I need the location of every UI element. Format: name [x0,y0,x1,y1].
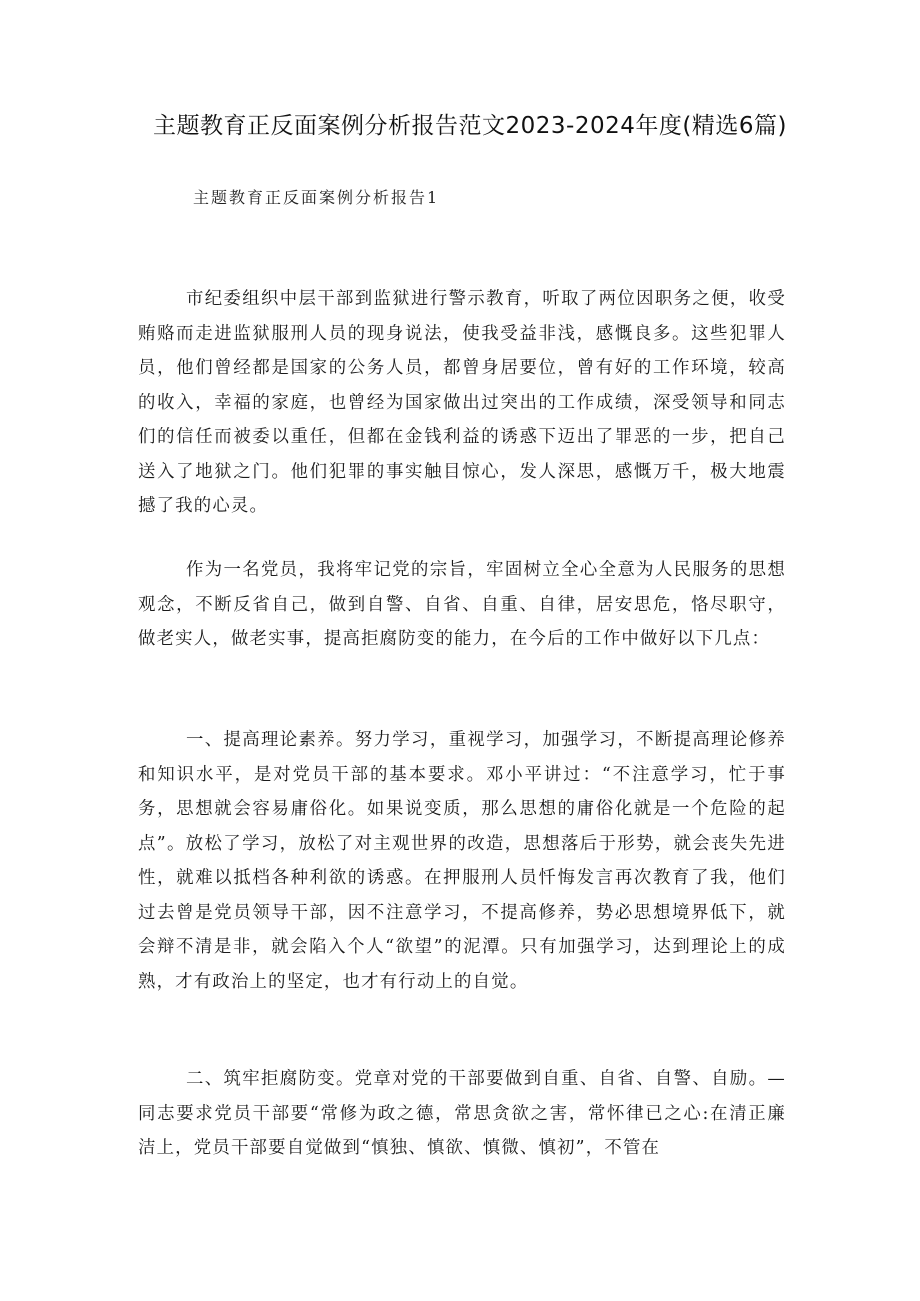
paragraph: 作为一名党员，我将牢记党的宗旨，牢固树立全心全意为人民服务的思想观念，不断反省自己，做到自警、自省、自重、自律，居安思危，恪尽职守，做老实人，做老实事，提高拒腐防变的能力，在今后的工作中做好以下几点： [138,560,786,649]
paragraph: 二、筑牢拒腐防变。党章对党的干部要做到自重、自省、自警、自励。—同志要求党员干部要“常修为政之德，常思贪欲之害，常怀律已之心:在清正廉洁上，党员干部要自觉做到“慎独、慎欲、慎微、慎初”，不管在 [138,1069,786,1158]
paragraph: 一、提高理论素养。努力学习，重视学习，加强学习，不断提高理论修养和知识水平，是对党员干部的基本要求。邓小平讲过：“不注意学习，忙于事务，思想就会容易庸俗化。如果说变质，那么思想的庸俗化就是一个危险的起点”。放松了学习，放松了对主观世界的改造，思想落后于形势，就会丧失先进性，就难以抵档各种利欲的诱惑。在押服刑人员忏悔发言再次教育了我，他们过去曾是党员领导干部，因不注意学习，不提高修养，势必思想境界低下，就会辩不清是非，就会陷入个人“欲望”的泥潭。只有加强学习，达到理论上的成熟，才有政治上的坚定，也才有行动上的自觉。 [138,730,786,992]
document-subtitle: 主题教育正反面案例分析报告1 [193,188,440,207]
paragraph: 市纪委组织中层干部到监狱进行警示教育，听取了两位因职务之便，收受贿赂而走进监狱服刑人员的现身说法，使我受益非浅，感慨良多。这些犯罪人员，他们曾经都是国家的公务人员，都曾身居要位，曾有好的工作环境，较高的收入，幸福的家庭，也曾经为国家做出过突出的工作成绩，深受领导和同志们的信任而被委以重任，但都在金钱利益的诱惑下迈出了罪恶的一步，把自己送入了地狱之门。他们犯罪的事实触目惊心，发人深思，感慨万千，极大地震撼了我的心灵。 [138,289,786,516]
document-title: 主题教育正反面案例分析报告范文2023-2024年度(精选6篇) [153,113,787,139]
